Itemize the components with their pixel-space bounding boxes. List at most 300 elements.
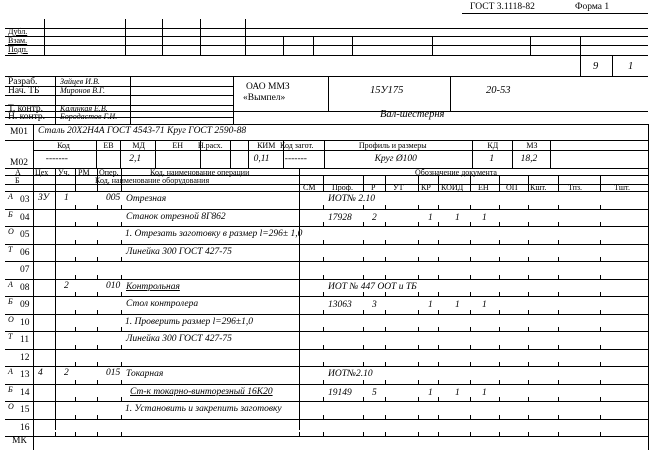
- v-line: [130, 76, 131, 124]
- row-tick: [121, 292, 122, 296]
- row-tick: [299, 380, 300, 384]
- v-line: [528, 175, 529, 191]
- row-tick: [323, 380, 324, 384]
- row-tick: [385, 380, 386, 384]
- org-name-line1: ОАО ММЗ: [246, 82, 290, 92]
- col-9: Тпз.: [568, 183, 583, 192]
- row-tick: [600, 240, 601, 244]
- row-number: 14: [20, 387, 30, 398]
- row-tick: [323, 205, 324, 209]
- col-b-label: Б: [15, 176, 20, 185]
- row-tick: [323, 275, 324, 279]
- row-number: 03: [20, 195, 30, 205]
- row-number: 10: [20, 317, 30, 328]
- row-tick: [363, 275, 364, 279]
- row-tick: [97, 397, 98, 401]
- row-type: А: [8, 279, 13, 289]
- v-line: [33, 124, 34, 168]
- row-text: Станок отрезной 8Г862: [126, 211, 226, 222]
- row-tick: [121, 222, 122, 226]
- row-type: А: [8, 192, 13, 201]
- doc-code-2: 20-53: [486, 85, 511, 96]
- row-tick: [418, 257, 419, 261]
- v-line: [612, 55, 613, 76]
- row-tick: [499, 345, 500, 349]
- row-r: 2: [372, 212, 377, 223]
- h-line: [5, 45, 648, 46]
- v-line: [450, 76, 451, 111]
- row-tick: [499, 362, 500, 366]
- row-tick: [528, 362, 529, 366]
- row-line: [5, 279, 648, 280]
- row-tick: [418, 275, 419, 279]
- row-tick: [363, 415, 364, 419]
- row-tick: [323, 415, 324, 419]
- row-tick: [121, 397, 122, 401]
- row-tick: [528, 240, 529, 244]
- row-tick: [385, 362, 386, 366]
- row-tick: [299, 415, 300, 419]
- col-8: Кшт.: [530, 183, 547, 192]
- row-line: [5, 349, 648, 350]
- m02-header: КД: [487, 141, 499, 150]
- row-tick: [558, 222, 559, 226]
- v-line: [120, 140, 121, 168]
- row-tick: [558, 292, 559, 296]
- row-tick: [499, 257, 500, 261]
- h-line: [5, 191, 648, 192]
- dubl-label: Дубл.: [8, 27, 28, 36]
- col-oper: Опер.: [99, 168, 119, 177]
- row-tick: [600, 397, 601, 401]
- signature-role: Нач. ТБ: [8, 86, 40, 96]
- row-tick: [470, 415, 471, 419]
- m02-code: М02: [10, 158, 28, 168]
- row-line: [5, 436, 648, 437]
- v-line: [323, 175, 324, 191]
- row-tick: [97, 327, 98, 331]
- row-tick: [75, 397, 76, 401]
- row-val: 1: [455, 300, 460, 310]
- col-0: СМ: [303, 183, 316, 192]
- m02-header: Код загот.: [280, 141, 314, 150]
- row-tick: [558, 310, 559, 314]
- row-doc: ИОТ№2.10: [328, 369, 373, 379]
- row-tick: [363, 327, 364, 331]
- row-tick: [97, 240, 98, 244]
- v-line: [558, 175, 559, 191]
- v-line: [324, 140, 325, 168]
- row-tick: [121, 432, 122, 436]
- v-line: [55, 76, 56, 124]
- row-tick: [121, 275, 122, 279]
- row-type: Т: [8, 332, 13, 341]
- row-tick: [418, 222, 419, 226]
- row-tick: [97, 275, 98, 279]
- row-text: Стол контролера: [126, 299, 199, 309]
- row-number: 12: [20, 352, 30, 363]
- row-oper: 015: [106, 368, 121, 378]
- row-type: А: [8, 367, 13, 376]
- row-r: 5: [372, 387, 377, 398]
- row-line: [5, 261, 648, 262]
- vzam-label: Взам.: [8, 36, 28, 45]
- row-tick: [600, 205, 601, 209]
- row-tick: [97, 257, 98, 261]
- row-prof: 17928: [328, 212, 352, 223]
- col-1: Проф.: [332, 183, 353, 192]
- row-tick: [97, 415, 98, 419]
- row-tick: [55, 257, 56, 261]
- row-line: [5, 226, 648, 227]
- row-tick: [470, 240, 471, 244]
- signature-name: Бородастов Г.И.: [60, 112, 118, 121]
- row-tick: [600, 292, 601, 296]
- row-tick: [363, 380, 364, 384]
- row-line: [5, 419, 648, 420]
- row-text: Отрезная: [126, 194, 167, 204]
- col-6: ЕН: [478, 183, 489, 192]
- h-line: [5, 36, 648, 37]
- row-number: 04: [20, 212, 30, 223]
- h-line: [5, 55, 648, 56]
- col-uch: Уч.: [58, 168, 70, 177]
- row-tick: [97, 345, 98, 349]
- row-tick: [323, 327, 324, 331]
- row-tick: [470, 397, 471, 401]
- row-tick: [121, 310, 122, 314]
- row-tick: [75, 257, 76, 261]
- col-a-label: А: [15, 168, 21, 177]
- v-line: [600, 175, 601, 191]
- row-number: 07: [20, 265, 30, 275]
- row-tick: [499, 415, 500, 419]
- row-tick: [385, 275, 386, 279]
- row-tick: [438, 205, 439, 209]
- row-tick: [121, 240, 122, 244]
- row-tick: [438, 415, 439, 419]
- row-tick: [418, 415, 419, 419]
- row-line: [5, 296, 648, 297]
- sheets-total: 9: [593, 61, 599, 72]
- row-number: 08: [20, 282, 30, 293]
- row-tick: [385, 205, 386, 209]
- row-tick: [558, 415, 559, 419]
- col-3: УТ: [393, 183, 404, 192]
- row-tick: [55, 205, 56, 209]
- row-tick: [438, 345, 439, 349]
- row-tick: [528, 275, 529, 279]
- v-line: [155, 140, 156, 168]
- row-tick: [528, 380, 529, 384]
- col-7: ОП: [506, 183, 518, 192]
- row-text: 1. Проверить размер l=296±1,0: [125, 316, 254, 327]
- row-line: [5, 314, 648, 315]
- h-line: [5, 124, 648, 125]
- row-tick: [558, 362, 559, 366]
- v-line: [96, 140, 97, 168]
- row-uch: 1: [64, 193, 69, 203]
- row-tick: [438, 222, 439, 226]
- row-number: 11: [20, 335, 30, 345]
- row-tick: [528, 222, 529, 226]
- row-tick: [438, 292, 439, 296]
- m02-value: -------: [45, 154, 68, 164]
- row-tick: [55, 222, 56, 226]
- row-tick: [418, 362, 419, 366]
- row-tick: [600, 327, 601, 331]
- row-tick: [438, 432, 439, 436]
- v-line: [299, 175, 300, 430]
- row-line: [5, 401, 648, 402]
- row-tick: [499, 432, 500, 436]
- v-line: [328, 76, 329, 111]
- m02-header: ЕН: [172, 141, 184, 150]
- row-r: 3: [372, 300, 377, 310]
- signature-name: Миронов В.Г.: [60, 86, 105, 95]
- row-tick: [558, 380, 559, 384]
- signature-name: Калинкая Е.В.: [60, 104, 108, 113]
- row-tick: [528, 397, 529, 401]
- row-tick: [499, 240, 500, 244]
- row-tick: [385, 257, 386, 261]
- row-type: Б: [8, 297, 13, 306]
- v-line: [432, 36, 433, 55]
- row-tick: [75, 240, 76, 244]
- m02-header: КИМ: [257, 141, 276, 150]
- row-val: 1: [482, 212, 487, 223]
- row-oper: 010: [106, 280, 121, 291]
- row-doc: ИОТ № 447 ООТ и ТБ: [328, 281, 417, 292]
- row-tick: [470, 327, 471, 331]
- row-tick: [75, 205, 76, 209]
- row-tick: [299, 345, 300, 349]
- row-tick: [499, 292, 500, 296]
- signature-role: Разраб.: [8, 77, 38, 87]
- row-tick: [418, 205, 419, 209]
- row-tick: [55, 345, 56, 349]
- row-tick: [470, 292, 471, 296]
- row-tick: [418, 327, 419, 331]
- row-text: Линейка 300 ГОСТ 427-75: [126, 334, 232, 344]
- row-tick: [385, 415, 386, 419]
- row-number: 13: [20, 370, 30, 380]
- m02-value: Круг Ø100: [374, 154, 417, 164]
- row-tick: [75, 415, 76, 419]
- h-line: [5, 140, 648, 141]
- row-text: 1. Установить и закрепить заготовку: [125, 404, 282, 414]
- col-5: КОИД: [441, 183, 464, 192]
- row-tick: [97, 380, 98, 384]
- row-tick: [385, 397, 386, 401]
- row-text: Контрольная: [126, 281, 180, 292]
- row-oper: 005: [106, 193, 121, 203]
- row-tick: [558, 205, 559, 209]
- m01-code: М01: [10, 127, 28, 137]
- row-line: [5, 331, 648, 332]
- m02-value: 18,2: [520, 154, 538, 164]
- row-line: [5, 244, 648, 245]
- row-tick: [558, 327, 559, 331]
- row-tick: [121, 362, 122, 366]
- row-tick: [385, 310, 386, 314]
- v-line: [470, 175, 471, 191]
- sheet-number: 1: [628, 61, 634, 72]
- row-uch: 2: [64, 280, 69, 291]
- row-tick: [299, 432, 300, 436]
- row-tick: [55, 292, 56, 296]
- m02-header: Профиль и размеры: [358, 141, 427, 150]
- row-text: Токарная: [126, 369, 164, 379]
- row-tick: [385, 222, 386, 226]
- row-tick: [600, 415, 601, 419]
- row-tick: [75, 345, 76, 349]
- row-tick: [323, 257, 324, 261]
- row-tick: [299, 275, 300, 279]
- row-tick: [75, 432, 76, 436]
- row-type: О: [8, 227, 14, 236]
- row-prof: 19149: [328, 387, 352, 398]
- row-tick: [470, 345, 471, 349]
- m02-value: -------: [284, 154, 307, 164]
- h-line: [5, 28, 648, 29]
- row-tick: [385, 432, 386, 436]
- v-line: [33, 168, 34, 430]
- row-tick: [55, 397, 56, 401]
- row-tick: [499, 205, 500, 209]
- row-tick: [55, 275, 56, 279]
- m02-value: 2,1: [129, 154, 142, 164]
- row-tick: [363, 345, 364, 349]
- mk-label: МК: [12, 436, 27, 446]
- row-tick: [121, 205, 122, 209]
- row-tick: [600, 432, 601, 436]
- col-doc: Обозначение документа: [415, 168, 497, 177]
- row-tick: [418, 345, 419, 349]
- v-line: [472, 140, 473, 168]
- row-tick: [418, 432, 419, 436]
- row-tick: [470, 222, 471, 226]
- v-line: [385, 175, 386, 191]
- row-tick: [323, 240, 324, 244]
- v-line: [33, 430, 34, 450]
- row-tick: [363, 362, 364, 366]
- row-tick: [299, 205, 300, 209]
- row-tick: [363, 397, 364, 401]
- row-val: 1: [428, 387, 433, 398]
- m02-header: Н.расх.: [197, 141, 223, 150]
- row-uch: 2: [64, 368, 69, 378]
- row-tick: [323, 310, 324, 314]
- row-type: Б: [8, 209, 13, 219]
- m01-material: Сталь 20Х2Н4А ГОСТ 4543-71 Круг ГОСТ 2590-88: [38, 126, 247, 136]
- row-tick: [299, 310, 300, 314]
- row-val: 1: [455, 387, 460, 398]
- row-tseh: ЗУ: [38, 193, 49, 203]
- row-tick: [363, 292, 364, 296]
- v-line: [248, 140, 249, 168]
- row-tick: [418, 310, 419, 314]
- row-tick: [438, 327, 439, 331]
- v-line: [648, 124, 649, 450]
- row-tick: [558, 275, 559, 279]
- row-tick: [418, 240, 419, 244]
- row-tick: [55, 362, 56, 366]
- v-line: [245, 19, 246, 55]
- row-tick: [499, 222, 500, 226]
- row-tick: [75, 310, 76, 314]
- header-underline: [462, 13, 648, 14]
- v-line: [299, 168, 300, 191]
- row-tick: [600, 310, 601, 314]
- col-rm: РМ: [78, 168, 90, 177]
- row-tick: [97, 205, 98, 209]
- row-tick: [528, 257, 529, 261]
- row-tick: [499, 327, 500, 331]
- row-tick: [558, 257, 559, 261]
- v-line: [438, 175, 439, 191]
- row-tick: [121, 327, 122, 331]
- row-tick: [438, 362, 439, 366]
- row-tick: [558, 240, 559, 244]
- row-number: 09: [20, 300, 30, 310]
- row-tick: [418, 380, 419, 384]
- col-tseh: Цех: [35, 168, 49, 177]
- row-tick: [323, 292, 324, 296]
- row-line: [5, 384, 648, 385]
- row-val: 1: [455, 212, 460, 223]
- m02-header: ЕВ: [103, 141, 114, 150]
- row-tick: [470, 275, 471, 279]
- col-2: Р: [371, 183, 376, 192]
- row-tick: [499, 397, 500, 401]
- row-tick: [75, 380, 76, 384]
- row-tick: [385, 292, 386, 296]
- v-line: [283, 36, 284, 55]
- row-tick: [528, 310, 529, 314]
- row-tick: [528, 292, 529, 296]
- row-tick: [97, 362, 98, 366]
- row-tick: [470, 310, 471, 314]
- row-tick: [470, 432, 471, 436]
- row-tick: [75, 292, 76, 296]
- v-line: [550, 140, 551, 168]
- row-tick: [55, 310, 56, 314]
- row-val: 1: [482, 387, 487, 398]
- row-type: О: [8, 402, 14, 411]
- row-tick: [528, 432, 529, 436]
- row-tick: [299, 240, 300, 244]
- col-op-name: Код, наименование операции: [150, 168, 250, 177]
- m02-value: 1: [489, 154, 495, 164]
- row-tick: [418, 397, 419, 401]
- row-tick: [499, 275, 500, 279]
- row-tick: [363, 310, 364, 314]
- row-tick: [75, 222, 76, 226]
- row-line: [5, 209, 648, 210]
- col-10: Тшт.: [614, 183, 630, 192]
- row-tick: [528, 205, 529, 209]
- podp-label: Подп.: [8, 45, 28, 54]
- row-prof: 13063: [328, 300, 352, 310]
- row-tick: [55, 380, 56, 384]
- row-tick: [600, 345, 601, 349]
- v-line: [499, 175, 500, 191]
- row-number: 16: [20, 422, 30, 433]
- row-tick: [97, 222, 98, 226]
- row-tick: [470, 380, 471, 384]
- row-tick: [75, 327, 76, 331]
